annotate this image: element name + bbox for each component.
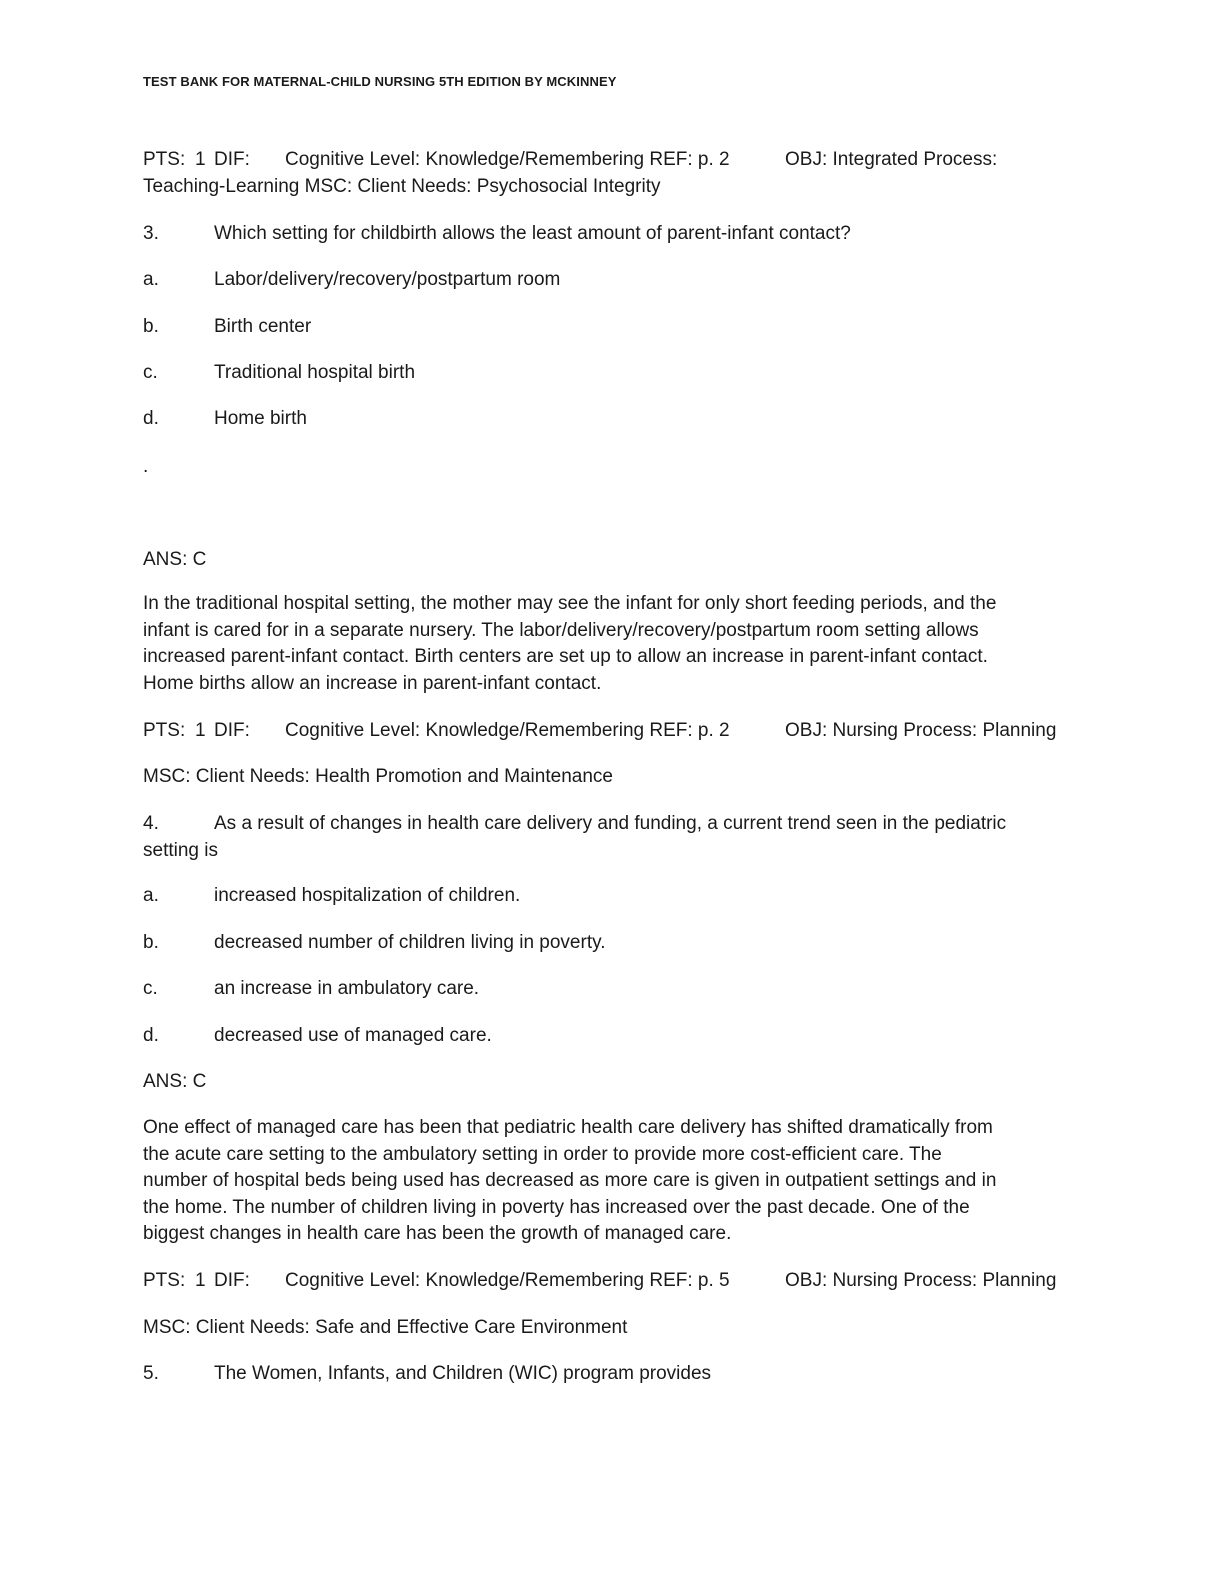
option-text: increased hospitalization of children. xyxy=(214,885,521,906)
pts-label: PTS: xyxy=(143,720,186,741)
question-text: Which setting for childbirth allows the least amount of parent-infant contact? xyxy=(214,223,851,244)
metadata-line xyxy=(143,718,1057,745)
question-stem-line xyxy=(143,811,1073,838)
rationale xyxy=(143,1115,1073,1248)
question-stem xyxy=(143,1361,711,1388)
question-stem-line: setting is xyxy=(143,839,218,861)
document-header: TEST BANK FOR MATERNAL-CHILD NURSING 5TH EDITION BY MCKINNEY xyxy=(143,74,617,89)
question-number: 4. xyxy=(143,813,159,834)
option-c xyxy=(143,360,415,387)
dif-label: DIF: xyxy=(214,149,250,170)
question-text: As a result of changes in health care delivery and funding, a current trend seen in the pediatric xyxy=(214,813,1007,834)
rationale-line: the acute care setting to the ambulatory setting in order to provide more cost-efficient care. The xyxy=(143,1143,942,1165)
stray-dot: . xyxy=(143,456,149,477)
question-number: 3. xyxy=(143,223,159,244)
metadata-line-2: Teaching-Learning MSC: Client Needs: Psychosocial Integrity xyxy=(143,176,661,197)
option-text: Home birth xyxy=(214,408,307,429)
option-text: decreased use of managed care. xyxy=(214,1025,492,1046)
option-text: Traditional hospital birth xyxy=(214,362,416,383)
option-text: an increase in ambulatory care. xyxy=(214,978,480,999)
question-text: The Women, Infants, and Children (WIC) program provides xyxy=(214,1363,712,1384)
rationale-line: increased parent-infant contact. Birth centers are set up to allow an increase in parent-infant contact. xyxy=(143,646,988,667)
option-letter: c. xyxy=(143,362,158,383)
metadata-line xyxy=(143,147,998,174)
option-a xyxy=(143,883,520,910)
pts-label: PTS: xyxy=(143,1270,186,1291)
option-c xyxy=(143,976,479,1003)
option-text: Labor/delivery/recovery/postpartum room xyxy=(214,269,561,290)
metadata-line xyxy=(143,1268,1057,1295)
option-letter: d. xyxy=(143,1025,159,1046)
option-a xyxy=(143,267,560,294)
rationale-line: In the traditional hospital setting, the mother may see the infant for only short feeding periods, and the xyxy=(143,593,997,614)
rationale-line: Home births allow an increase in parent-infant contact. xyxy=(143,672,602,694)
question-stem xyxy=(143,221,851,248)
option-d xyxy=(143,406,307,433)
objective: OBJ: Integrated Process: xyxy=(785,149,998,170)
msc-line: MSC: Client Needs: Safe and Effective Care Environment xyxy=(143,1317,628,1338)
objective: OBJ: Nursing Process: Planning xyxy=(785,720,1057,741)
cognitive-level: Cognitive Level: Knowledge/Remembering REF: p. 2 xyxy=(285,720,730,741)
dif-label: DIF: xyxy=(214,720,250,741)
option-letter: a. xyxy=(143,269,159,290)
pts-label: PTS: xyxy=(143,149,186,170)
rationale-line: number of hospital beds being used has decreased as more care is given in outpatient settings and in xyxy=(143,1170,997,1191)
cognitive-level: Cognitive Level: Knowledge/Remembering REF: p. 2 xyxy=(285,149,730,170)
dif-label: DIF: xyxy=(214,1270,250,1291)
option-letter: a. xyxy=(143,885,159,906)
option-b xyxy=(143,930,605,957)
option-letter: d. xyxy=(143,408,159,429)
rationale xyxy=(143,591,1073,697)
objective: OBJ: Nursing Process: Planning xyxy=(785,1270,1057,1291)
option-letter: b. xyxy=(143,932,159,953)
rationale-line: biggest changes in health care has been the growth of managed care. xyxy=(143,1223,732,1244)
question-number: 5. xyxy=(143,1363,159,1384)
answer: ANS: C xyxy=(143,549,207,570)
option-text: Birth center xyxy=(214,316,312,337)
option-letter: b. xyxy=(143,316,159,337)
cognitive-level: Cognitive Level: Knowledge/Remembering REF: p. 5 xyxy=(285,1270,730,1291)
question-stem xyxy=(143,811,1073,864)
pts-value: 1 xyxy=(195,149,206,170)
rationale-line: infant is cared for in a separate nursery. The labor/delivery/recovery/postpartum room setting allows xyxy=(143,619,979,641)
rationale-line: the home. The number of children living in poverty has increased over the past decade. One of the xyxy=(143,1196,970,1218)
pts-value: 1 xyxy=(195,720,206,741)
option-letter: c. xyxy=(143,978,158,999)
option-text: decreased number of children living in poverty. xyxy=(214,932,606,953)
msc-line: MSC: Client Needs: Health Promotion and Maintenance xyxy=(143,766,613,787)
option-d xyxy=(143,1023,492,1050)
pts-value: 1 xyxy=(195,1270,206,1291)
option-b xyxy=(143,314,311,341)
rationale-line: One effect of managed care has been that pediatric health care delivery has shifted dramatically from xyxy=(143,1117,993,1138)
answer: ANS: C xyxy=(143,1071,207,1092)
